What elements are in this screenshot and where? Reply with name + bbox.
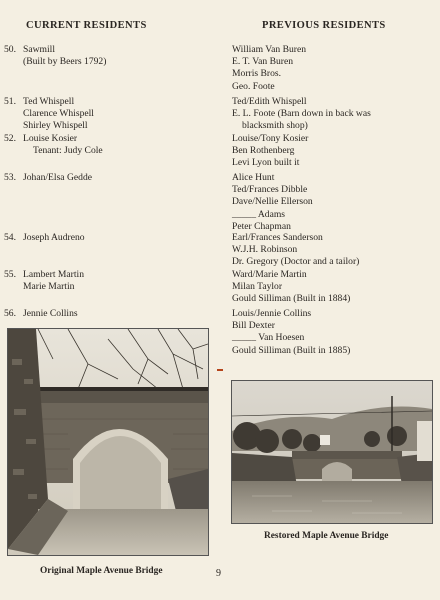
current-line: Tenant: Judy Cole	[33, 145, 103, 157]
previous-residents	[232, 44, 306, 93]
previous-residents-heading: PREVIOUS RESIDENTS	[262, 20, 386, 31]
current-residents	[23, 308, 78, 320]
current-line: Sawmill	[23, 44, 55, 55]
restored-bridge-caption: Restored Maple Avenue Bridge	[264, 531, 389, 541]
current-line: Marie Martin	[23, 281, 75, 293]
previous-line: Louis/Jennie Collins	[232, 308, 312, 319]
entry-number: 55.	[4, 269, 16, 280]
previous-line: Louise/Tony Kosier	[232, 133, 309, 144]
current-line: Joseph Audreno	[23, 232, 85, 243]
current-line: Johan/Elsa Gedde	[23, 172, 93, 183]
current-residents	[23, 44, 106, 68]
original-bridge-image	[8, 329, 208, 555]
entry-number: 54.	[4, 232, 16, 243]
previous-line: Alice Hunt	[232, 172, 275, 183]
previous-line: Morris Bros.	[232, 68, 282, 80]
previous-line: W.J.H. Robinson	[232, 244, 298, 256]
previous-line: William Van Buren	[232, 44, 307, 55]
current-line: Louise Kosier	[23, 133, 78, 144]
entry-number: 53.	[4, 172, 16, 183]
current-line: (Built by Beers 1792)	[23, 56, 107, 68]
previous-line: Dave/Nellie Ellerson	[232, 196, 313, 208]
ink-mark	[217, 369, 223, 371]
previous-residents	[232, 232, 359, 269]
entry-number: 51.	[4, 96, 16, 107]
entry-number: 56.	[4, 308, 16, 319]
previous-line: _____ Van Hoesen	[232, 332, 305, 344]
current-residents	[23, 172, 92, 184]
previous-line: Geo. Foote	[232, 80, 275, 92]
current-line: Clarence Whispell	[23, 108, 94, 120]
previous-line: Dr. Gregory (Doctor and a tailor)	[232, 256, 360, 268]
previous-line: Levi Lyon built it	[232, 157, 300, 169]
current-line: Ted Whispell	[23, 96, 75, 107]
entry-number: 52.	[4, 133, 16, 144]
original-bridge-caption: Original Maple Avenue Bridge	[40, 566, 163, 576]
previous-line: Ward/Marie Martin	[232, 269, 307, 280]
current-residents-heading: CURRENT RESIDENTS	[26, 20, 147, 31]
original-bridge-photo	[7, 328, 209, 556]
entry-number: 50.	[4, 44, 16, 55]
current-residents	[23, 232, 85, 244]
current-line: Lambert Martin	[23, 269, 85, 280]
previous-line: blacksmith shop)	[242, 120, 308, 132]
current-residents	[23, 133, 103, 157]
previous-residents	[232, 96, 371, 133]
current-residents	[23, 96, 94, 133]
previous-line: Ben Rothenberg	[232, 145, 295, 157]
previous-residents	[232, 133, 308, 170]
previous-line: Gould Silliman (Built in 1884)	[232, 293, 351, 305]
previous-residents	[232, 269, 350, 306]
previous-line: Milan Taylor	[232, 281, 283, 293]
page-number: 9	[216, 568, 221, 579]
previous-line: Earl/Frances Sanderson	[232, 232, 323, 243]
previous-line: Ted/Edith Whispell	[232, 96, 307, 107]
previous-residents	[232, 308, 350, 357]
current-line: Jennie Collins	[23, 308, 78, 319]
previous-line: E. L. Foote (Barn down in back was	[232, 108, 371, 120]
previous-residents	[232, 172, 313, 233]
previous-line: _____ Adams	[232, 208, 286, 220]
current-line: Shirley Whispell	[23, 120, 88, 132]
previous-line: Ted/Frances Dibble	[232, 184, 308, 196]
previous-line: E. T. Van Buren	[232, 56, 294, 68]
previous-line: Gould Silliman (Built in 1885)	[232, 344, 351, 356]
previous-line: Bill Dexter	[232, 320, 275, 332]
restored-bridge-photo	[231, 380, 433, 524]
previous-line: Peter Chapman	[232, 220, 291, 232]
current-residents	[23, 269, 84, 293]
restored-bridge-image	[232, 381, 432, 523]
